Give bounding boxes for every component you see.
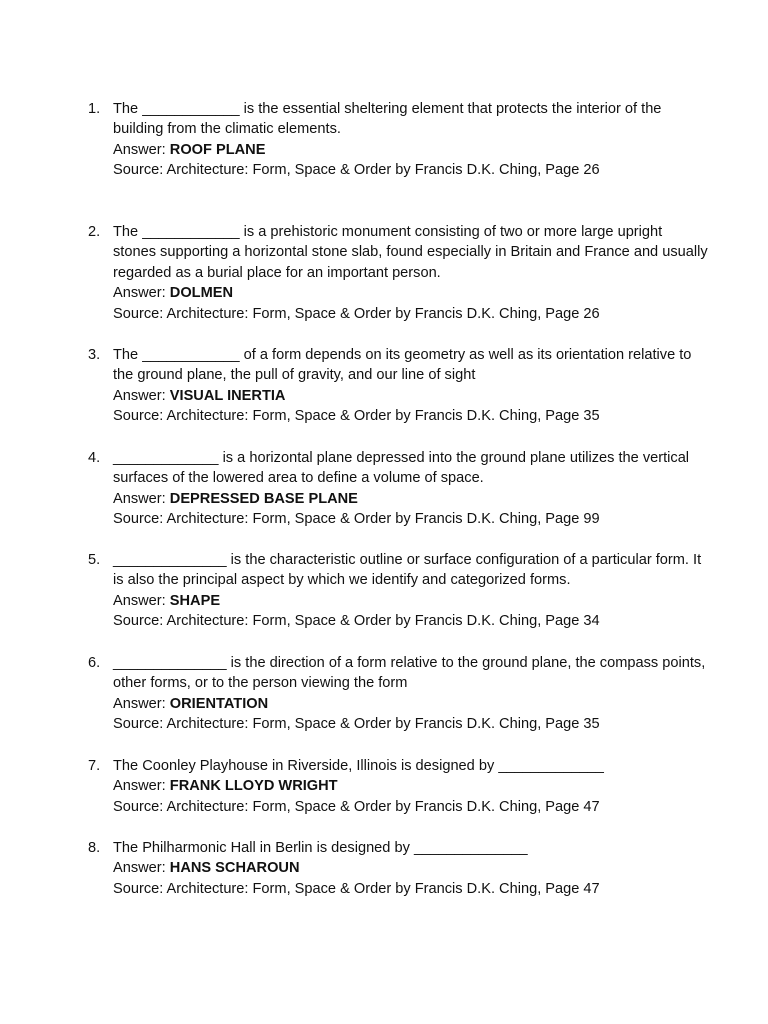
question-body <box>113 448 708 530</box>
question-text: The ____________ is a prehistoric monument consisting of two or more large upright stones supporting a horizontal stone slab, found especially in Britain and France and usually regarded as a burial place for an important person. <box>113 224 708 281</box>
question-text: The Coonley Playhouse in Riverside, Illinois is designed by _____________ <box>113 758 604 774</box>
answer-label: Answer: <box>113 285 166 302</box>
answer-value: DOLMEN <box>169 285 234 302</box>
question-item <box>88 550 708 632</box>
source-line: Source: Architecture: Form, Space & Order by Francis D.K. Ching, Page 99 <box>113 511 600 528</box>
answer-line <box>113 140 708 160</box>
source-line: Source: Architecture: Form, Space & Order by Francis D.K. Ching, Page 34 <box>113 613 600 630</box>
question-body <box>113 653 708 735</box>
question-item <box>88 448 708 530</box>
question-text: ______________ is the characteristic outline or surface configuration of a particular form. It is also the principal aspect by which we identify and categorized forms. <box>113 552 702 589</box>
question-body <box>113 838 708 899</box>
source-line: Source: Architecture: Form, Space & Order by Francis D.K. Ching, Page 26 <box>113 305 600 322</box>
answer-label: Answer: <box>113 592 166 609</box>
answer-value: DEPRESSED BASE PLANE <box>169 490 358 507</box>
question-body <box>113 345 708 427</box>
source-line: Source: Architecture: Form, Space & Order by Francis D.K. Ching, Page 26 <box>113 162 600 179</box>
source-line: Source: Architecture: Form, Space & Order by Francis D.K. Ching, Page 47 <box>113 880 600 897</box>
question-body <box>113 99 708 181</box>
question-number: 6. <box>88 655 101 671</box>
answer-label: Answer: <box>113 387 166 404</box>
answer-value: SHAPE <box>169 592 221 609</box>
answer-value: ORIENTATION <box>169 695 269 712</box>
question-text: _____________ is a horizontal plane depressed into the ground plane utilizes the vertical surfaces of the lowered area to define a volume of space. <box>113 450 690 487</box>
question-item <box>88 653 708 735</box>
source-line: Source: Architecture: Form, Space & Order by Francis D.K. Ching, Page 35 <box>113 716 600 733</box>
question-body <box>113 550 708 632</box>
question-text: The ____________ of a form depends on its geometry as well as its orientation relative to the ground plane, the pull of gravity, and our line of sight <box>113 347 692 384</box>
question-number: 7. <box>88 758 101 774</box>
question-item <box>88 99 708 181</box>
answer-line <box>113 776 708 796</box>
question-item <box>88 838 708 899</box>
question-text: The ____________ is the essential sheltering element that protects the interior of the building from the climatic elements. <box>113 101 662 138</box>
answer-line <box>113 694 708 714</box>
answer-line <box>113 386 708 406</box>
source-line: Source: Architecture: Form, Space & Order by Francis D.K. Ching, Page 35 <box>113 408 600 425</box>
answer-label: Answer: <box>113 778 166 795</box>
question-body <box>113 222 708 324</box>
source-line: Source: Architecture: Form, Space & Order by Francis D.K. Ching, Page 47 <box>113 798 600 815</box>
answer-line <box>113 489 708 509</box>
question-item <box>88 345 708 427</box>
answer-label: Answer: <box>113 141 166 158</box>
answer-value: FRANK LLOYD WRIGHT <box>169 778 338 795</box>
answer-value: VISUAL INERTIA <box>169 387 286 404</box>
question-number: 3. <box>88 347 101 363</box>
question-number: 2. <box>88 224 101 240</box>
answer-line <box>113 283 708 303</box>
question-text: The Philharmonic Hall in Berlin is designed by ______________ <box>113 840 528 856</box>
question-number: 4. <box>88 450 101 466</box>
answer-label: Answer: <box>113 860 166 877</box>
question-number: 8. <box>88 840 101 856</box>
question-text: ______________ is the direction of a form relative to the ground plane, the compass points, other forms, or to the person viewing the form <box>113 655 706 692</box>
question-body <box>113 756 708 817</box>
answer-value: HANS SCHAROUN <box>169 860 300 877</box>
answer-label: Answer: <box>113 490 166 507</box>
question-number: 1. <box>88 101 101 117</box>
question-number: 5. <box>88 552 101 568</box>
question-item <box>88 756 708 817</box>
answer-line <box>113 858 708 878</box>
answer-value: ROOF PLANE <box>169 141 266 158</box>
answer-line <box>113 591 708 611</box>
answer-label: Answer: <box>113 695 166 712</box>
question-item <box>88 222 708 324</box>
